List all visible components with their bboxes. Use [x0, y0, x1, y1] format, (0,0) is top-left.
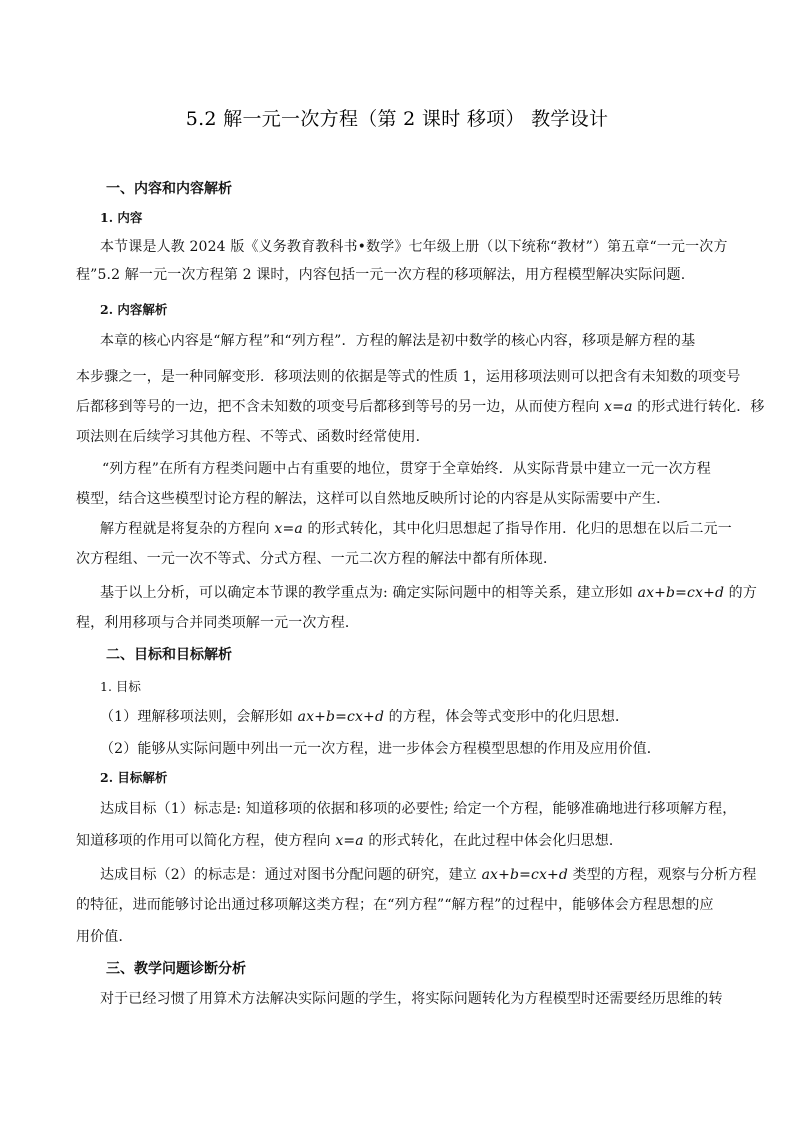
para-4-line-1-text-a: 解方程就是将复杂的方程向 — [100, 521, 275, 537]
formula-linear-equation: ax+b=cx+d — [481, 867, 569, 883]
section-1-heading: 一、内容和内容解析 — [106, 181, 232, 197]
goal-2: （2）能够从实际问题中列出一元一次方程，进一步体会方程模型思想的作用及应用价值． — [100, 741, 661, 757]
goal-analysis-2-line-2: 的特征，进而能够讨论出通过移项解这类方程；在“列方程”“解方程”的过程中，能够体会方程思想的应 — [76, 897, 714, 913]
goal-analysis-2-line-1-text-c: 类型的方程，观察与分析方程 — [568, 867, 757, 883]
section-1-sub-1: 1. 内容 — [100, 210, 143, 225]
para-2-line-3-text-c: 的形式进行转化．移 — [632, 399, 765, 415]
goal-analysis-1-line-2-text-c: 的形式转化，在此过程中体会化归思想． — [363, 833, 624, 849]
para-2-line-1: 本章的核心内容是“解方程”和“列方程”．方程的解法是初中数学的核心内容，移项是解方程的基 — [100, 333, 696, 349]
formula-x-equals-a: x=a — [604, 399, 633, 415]
para-1-line-1: 本节课是人教 2024 版《义务教育教科书•数学》七年级上册（以下统称“教材”）第五章“一元一次方 — [100, 239, 728, 255]
goal-1 — [100, 706, 764, 726]
para-2-line-3 — [76, 396, 765, 416]
para-3-line-1: “列方程”在所有方程类问题中占有重要的地位，贯穿于全章始终．从实际背景中建立一元一次方程 — [102, 461, 711, 477]
para-3-line-2: 模型，结合这些模型讨论方程的解法，这样可以自然地反映所讨论的内容是从实际需要中产生． — [76, 491, 671, 507]
goal-analysis-2-line-1 — [100, 864, 764, 884]
goal-analysis-2-line-3: 用价值． — [76, 929, 133, 945]
section-3-heading: 三、教学问题诊断分析 — [106, 961, 246, 977]
para-5-line-1-text-c: 的方 — [724, 585, 757, 601]
formula-x-equals-a: x=a — [335, 833, 364, 849]
goal-analysis-1-line-2-text-a: 知道移项的作用可以简化方程，使方程向 — [76, 833, 336, 849]
para-2-line-3-text-a: 后都移到等号的一边，把不含未知数的项变号后都移到等号的另一边，从而使方程向 — [76, 399, 605, 415]
para-4-line-1-text-c: 的形式转化，其中化归思想起了指导作用．化归的思想在以后二元一 — [302, 521, 732, 537]
formula-linear-equation: ax+b=cx+d — [637, 585, 725, 601]
goal-analysis-1-line-2 — [76, 830, 740, 850]
para-5-line-1-text-a: 基于以上分析，可以确定本节课的教学重点为: 确定实际问题中的相等关系，建立形如 — [100, 585, 638, 601]
section-2-sub-1: 1. 目标 — [100, 679, 141, 694]
para-4-line-2: 次方程组、一元一次不等式、分式方程、一元二次方程的解法中都有所体现． — [76, 551, 558, 567]
section-3-line-1: 对于已经习惯了用算术方法解决实际问题的学生，将实际问题转化为方程模型时还需要经历思维的转 — [100, 991, 723, 1007]
section-2-sub-2: 2. 目标解析 — [100, 770, 168, 785]
formula-linear-equation: ax+b=cx+d — [297, 709, 385, 725]
para-4-line-1 — [100, 518, 764, 538]
para-5-line-2: 程，利用移项与合并同类项解一元一次方程． — [76, 615, 359, 631]
para-1-line-2: 程”5.2 解一元一次方程第 2 课时，内容包括一元一次方程的移项解法，用方程模型解决实际问题. — [76, 267, 686, 283]
para-2-line-2: 本步骤之一，是一种同解变形．移项法则的依据是等式的性质 1，运用移项法则可以把含有未知数的项变号 — [76, 369, 741, 385]
document-title: 5.2 解一元一次方程（第 2 课时 移项） 教学设计 — [185, 108, 609, 130]
goal-1-text-c: 的方程，体会等式变形中的化归思想． — [384, 709, 630, 725]
section-1-sub-2: 2. 内容解析 — [100, 302, 168, 317]
para-5-line-1 — [100, 582, 764, 602]
para-2-line-4: 项法则在后续学习其他方程、不等式、函数时经常使用． — [76, 429, 430, 445]
goal-analysis-2-line-1-text-a: 达成目标（2）的标志是：通过对图书分配问题的研究，建立 — [100, 867, 482, 883]
goal-1-text-a: （1）理解移项法则，会解形如 — [100, 709, 298, 725]
goal-analysis-1-line-1: 达成目标（1）标志是: 知道移项的依据和移项的必要性; 给定一个方程，能够准确地进行移项解方程， — [100, 801, 737, 817]
formula-x-equals-a: x=a — [274, 521, 303, 537]
section-2-heading: 二、目标和目标解析 — [106, 647, 232, 663]
